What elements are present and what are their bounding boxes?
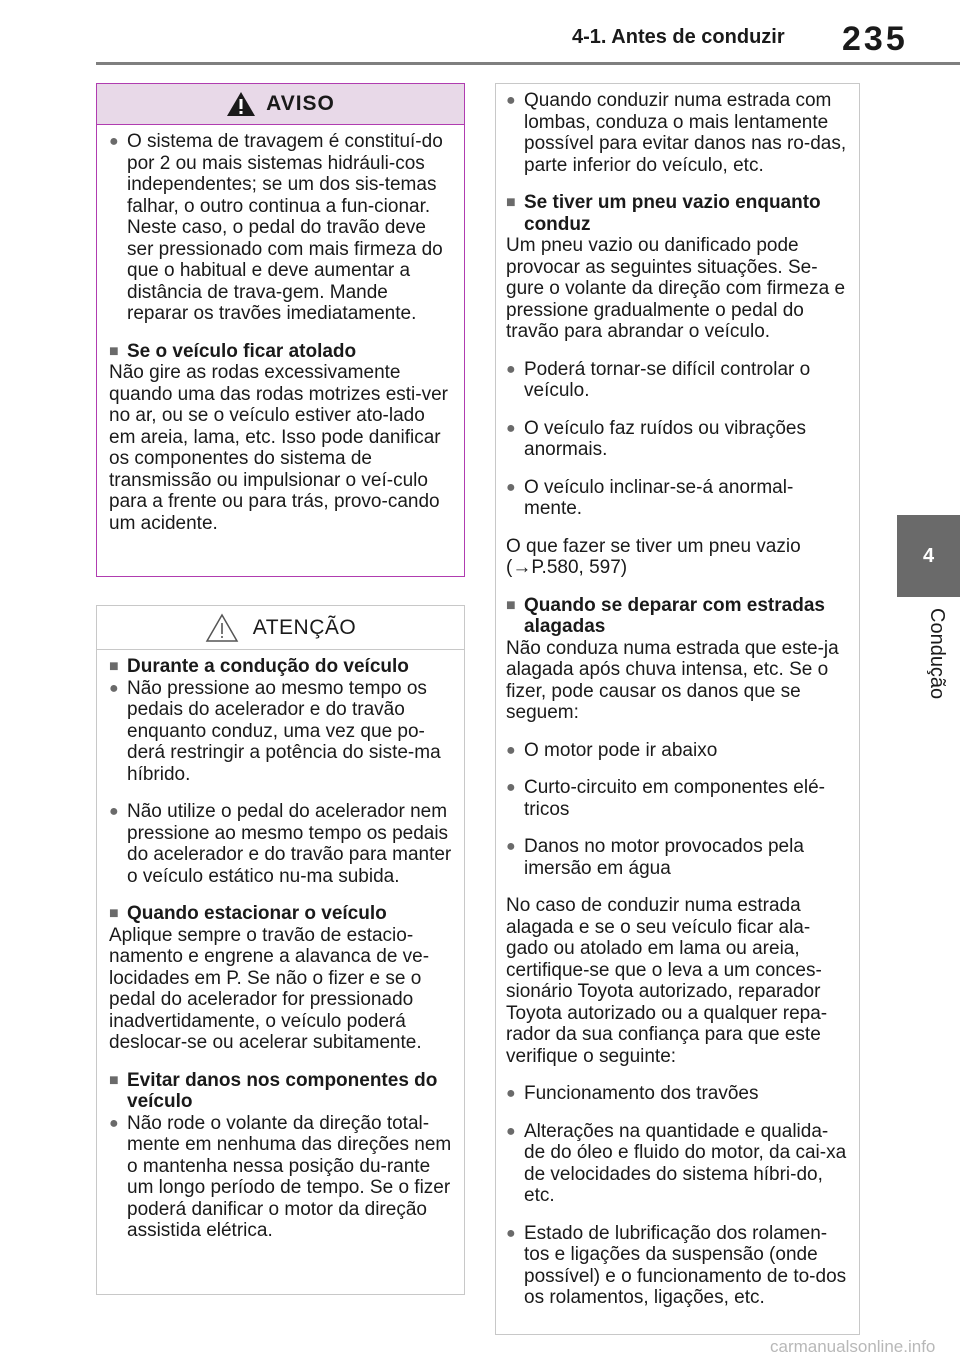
atencao-box xyxy=(96,605,465,1295)
watermark: carmanualsonline.info xyxy=(770,1337,936,1356)
list-item xyxy=(506,90,849,176)
aviso-header xyxy=(97,84,464,125)
section-heading xyxy=(506,595,849,638)
bullet-text: Não utilize o pedal do acelerador nem pressione ao mesmo tempo os pedais do acelerador e do travão para manter o veículo estático nu-ma subida. xyxy=(127,801,452,887)
bullet-text: Alterações na quantidade e qualida-de do óleo e fluido do motor, da cai-xa de velocidades do sistema híbri-do, etc. xyxy=(524,1120,847,1206)
heading-text: Quando se deparar com estradas alagadas xyxy=(524,594,825,637)
bullet-text: Não pressione ao mesmo tempo os pedais do acelerador e do travão enquanto conduz, uma vez que po-derá restringir a potência do siste-ma híbrido. xyxy=(127,677,441,785)
bullet-text: Curto-circuito em componentes elé-tricos xyxy=(524,777,825,820)
section-heading xyxy=(506,192,849,235)
bullet-text: O veículo inclinar-se-á anormal-mente. xyxy=(524,476,794,519)
list-item xyxy=(506,418,849,461)
list-item xyxy=(506,777,849,820)
circle-bullet-icon: ● xyxy=(506,779,516,796)
heading-text: Se o veículo ficar atolado xyxy=(127,340,357,362)
warning-triangle-icon xyxy=(205,613,239,643)
atencao-header xyxy=(97,606,464,650)
circle-bullet-icon: ● xyxy=(506,419,516,437)
header-divider xyxy=(96,62,960,65)
circle-bullet-icon: ● xyxy=(506,92,516,109)
square-bullet-icon: ■ xyxy=(109,342,119,360)
paragraph: O que fazer se tiver um pneu vazio (→P.580, 597) xyxy=(506,535,801,578)
list-item xyxy=(506,1083,849,1105)
circle-bullet-icon: ● xyxy=(109,679,119,697)
circle-bullet-icon: ● xyxy=(109,803,119,820)
paragraph: Um pneu vazio ou danificado pode provocar as seguintes situações. Se-gure o volante da direção com firmeza e pressione gradualmente o pedal do travão para abrandar o veículo. xyxy=(506,235,846,342)
section-title: 4-1. Antes de conduzir xyxy=(572,26,785,48)
bullet-text: O veículo faz ruídos ou vibrações anormais. xyxy=(524,417,806,460)
bullet-text: Não rode o volante da direção total-mente em nenhuma das direções nem o mantenha nessa posição du-rante um longo período de tempo. Se o fizer poderá danificar o motor da direção assistida elétrica. xyxy=(127,1112,452,1241)
list-item xyxy=(109,801,454,887)
square-bullet-icon: ■ xyxy=(506,596,516,614)
paragraph: No caso de conduzir numa estrada alagada e se o seu veículo ficar ala-gado ou atolado em lama ou areia, certifique-se que o leva a um conces-sionário Toyota autorizado, reparador Toyota autorizado ou a qualquer repa-rador da sua confiança para que este verifique o seguinte: xyxy=(506,895,828,1067)
list-item xyxy=(109,678,454,786)
circle-bullet-icon: ● xyxy=(506,838,516,855)
heading-text: Durante a condução do veículo xyxy=(127,656,409,677)
circle-bullet-icon: ● xyxy=(506,741,516,759)
aviso-title: AVISO xyxy=(266,92,335,115)
section-heading xyxy=(109,656,454,678)
right-column-box xyxy=(495,83,860,1335)
bullet-text: Quando conduzir numa estrada com lombas, conduza o mais lentamente possível para evitar danos nas ro-das, parte inferior do veículo, etc. xyxy=(524,90,847,176)
page-number: 235 xyxy=(842,20,908,58)
circle-bullet-icon: ● xyxy=(506,360,516,378)
list-item xyxy=(109,1113,454,1242)
bullet-text: O sistema de travagem é constituí-do por 2 ou mais sistemas hidráuli-cos independentes; se um dos sis-temas falhar, o outro continua a fun-cionar. Neste caso, o pedal do travão deve ser pressionado com mais firmeza do que o habitual e deve aumentar a distância de trava-gem. Mande reparar os travões imediatamente. xyxy=(127,131,443,324)
section-heading xyxy=(109,341,454,363)
bullet-text: O motor pode ir abaixo xyxy=(524,739,718,761)
paragraph: Aplique sempre o travão de estacio-namento e engrene a alavanca de ve-locidades em P. Se não o fizer e se o pedal do acelerador for pressionado inadvertidamente, o veículo poderá deslocar-se ou acelerar subitamente. xyxy=(109,924,430,1053)
list-item xyxy=(506,1121,849,1207)
heading-text: Evitar danos nos componentes do veículo xyxy=(127,1069,438,1112)
circle-bullet-icon: ● xyxy=(506,1085,516,1102)
square-bullet-icon: ■ xyxy=(109,658,119,675)
paragraph: Não conduza numa estrada que este-ja alagada após chuva intensa, etc. Se o fizer, pode causar os danos que se seguem: xyxy=(506,637,839,723)
heading-text: Se tiver um pneu vazio enquanto conduz xyxy=(524,192,821,235)
square-bullet-icon: ■ xyxy=(109,1071,119,1089)
square-bullet-icon: ■ xyxy=(506,194,516,211)
list-item xyxy=(109,131,454,325)
bullet-text: Estado de lubrificação dos rolamen-tos e ligações da suspensão (onde possível) e o funcionamento de to-dos os rolamentos, ligações, etc. xyxy=(524,1222,847,1308)
atencao-title: ATENÇÃO xyxy=(252,615,357,639)
list-item xyxy=(506,740,849,762)
circle-bullet-icon: ● xyxy=(109,1114,119,1132)
bullet-text: Poderá tornar-se difícil controlar o veículo. xyxy=(524,358,811,401)
square-bullet-icon: ■ xyxy=(109,905,119,922)
circle-bullet-icon: ● xyxy=(109,133,119,150)
circle-bullet-icon: ● xyxy=(506,1224,516,1242)
circle-bullet-icon: ● xyxy=(506,1122,516,1140)
chapter-label: Condução xyxy=(926,608,948,700)
section-heading xyxy=(109,1070,454,1113)
list-item xyxy=(506,359,849,402)
bullet-text: Danos no motor provocados pela imersão em água xyxy=(524,836,804,879)
bullet-text: Funcionamento dos travões xyxy=(524,1083,759,1104)
heading-text: Quando estacionar o veículo xyxy=(127,903,387,924)
circle-bullet-icon: ● xyxy=(506,478,516,496)
list-item xyxy=(506,477,849,520)
list-item xyxy=(506,1223,849,1309)
paragraph: Não gire as rodas excessivamente quando uma das rodas motrizes esti-ver no ar, ou se o veículo estiver ato-lado em areia, lama, etc. Isso pode danificar os componentes do sistema de transmissão ou impulsionar o veí-culo para a frente ou para trás, provo-cando um acidente. xyxy=(109,362,448,534)
warning-triangle-icon xyxy=(226,91,256,117)
section-heading xyxy=(109,903,454,925)
aviso-box xyxy=(96,83,465,577)
chapter-tab: 4 xyxy=(897,515,960,597)
list-item xyxy=(506,836,849,879)
